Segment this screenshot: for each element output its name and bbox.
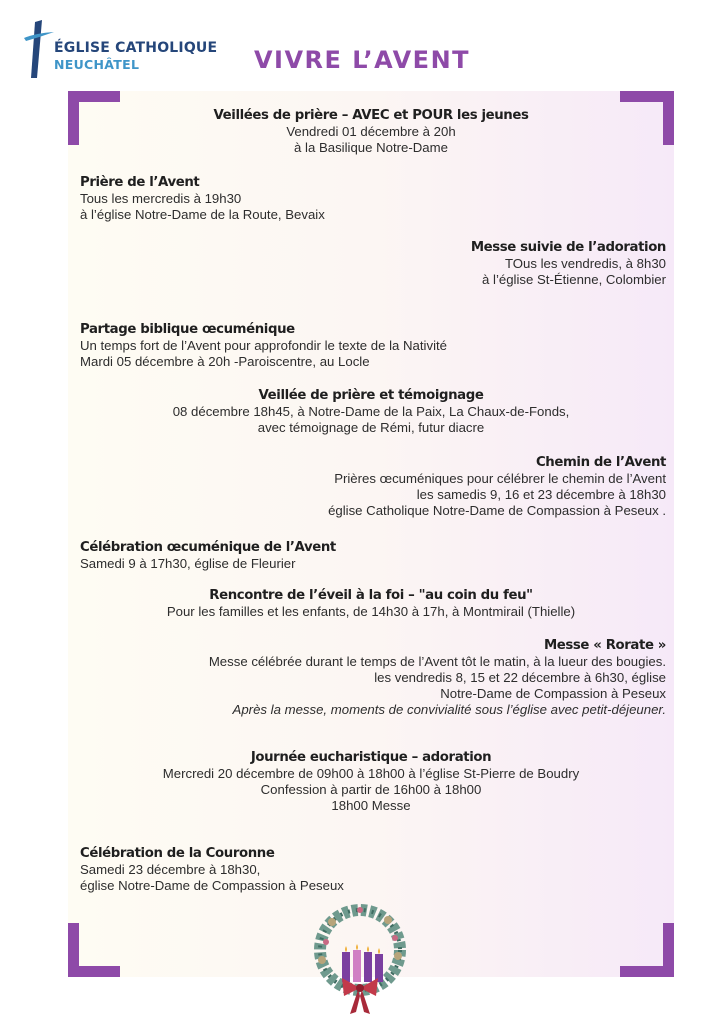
event-heading: Chemin de l’Avent	[535, 455, 666, 470]
event-heading: Prière de l’Avent	[80, 175, 200, 190]
event-chemin-avent	[328, 455, 666, 519]
logo-line-2: NEUCHÂTEL	[54, 57, 140, 72]
event-line: Prières œcuméniques pour célébrer le chemin de l’Avent	[334, 471, 666, 486]
event-line: Un temps fort de l’Avent pour approfondir le texte de la Nativité	[80, 338, 448, 353]
event-line: église Catholique Notre-Dame de Compassion à Peseux .	[328, 503, 666, 518]
logo-line-1: ÉGLISE CATHOLIQUE	[54, 40, 218, 56]
event-line: à l’église St-Étienne, Colombier	[482, 272, 666, 287]
event-heading: Messe « Rorate »	[543, 638, 666, 653]
event-heading: Partage biblique œcuménique	[80, 322, 295, 337]
event-line: Messe célébrée durant le temps de l’Avent tôt le matin, à la lueur des bougies.	[208, 654, 666, 669]
event-line: 18h00 Messe	[331, 798, 411, 813]
corner-bottom-right-v	[663, 923, 674, 977]
event-heading: Célébration œcuménique de l’Avent	[80, 540, 336, 555]
event-line: les samedis 9, 16 et 23 décembre à 18h30	[416, 487, 666, 502]
event-line: Notre-Dame de Compassion à Peseux	[440, 686, 666, 701]
event-line: à l’église Notre-Dame de la Route, Bevaix	[80, 207, 325, 222]
event-line: Samedi 9 à 17h30, église de Fleurier	[80, 556, 296, 571]
event-heading: Rencontre de l’éveil à la foi – "au coin du feu"	[209, 588, 533, 603]
event-messe-adoration	[471, 240, 666, 288]
event-journee-eucharistique	[68, 750, 674, 814]
page-title: VIVRE L’AVENT	[253, 46, 471, 74]
event-line: Vendredi 01 décembre à 20h	[286, 124, 456, 139]
event-line: TOus les vendredis, à 8h30	[504, 256, 666, 271]
event-celebration-oecumenique	[80, 540, 336, 572]
event-heading: Veillées de prière – AVEC et POUR les jeunes	[213, 108, 529, 123]
event-celebration-couronne	[80, 846, 344, 894]
event-line: à la Basilique Notre-Dame	[294, 140, 448, 155]
event-partage-biblique	[80, 322, 447, 370]
event-heading: Journée eucharistique – adoration	[250, 750, 492, 765]
event-line: Samedi 23 décembre à 18h30,	[80, 862, 261, 877]
event-line: Tous les mercredis à 19h30	[80, 191, 242, 206]
event-line: église Notre-Dame de Compassion à Peseux	[80, 878, 344, 893]
event-veillees-jeunes	[68, 108, 674, 156]
event-line: 08 décembre 18h45, à Notre-Dame de la Paix, La Chaux-de-Fonds,	[172, 404, 570, 419]
event-line: Confession à partir de 16h00 à 18h00	[260, 782, 482, 797]
event-messe-rorate	[209, 638, 666, 718]
event-heading: Célébration de la Couronne	[80, 846, 275, 861]
event-line: Mardi 05 décembre à 20h -Paroiscentre, au Locle	[80, 354, 370, 369]
event-line: avec témoignage de Rémi, futur diacre	[257, 420, 485, 435]
event-priere-avent	[80, 175, 325, 223]
event-heading: Veillée de prière et témoignage	[258, 388, 484, 403]
event-veillee-temoignage	[68, 388, 674, 436]
content-panel	[68, 91, 674, 977]
advent-wreath-icon	[302, 898, 418, 1018]
corner-bottom-left-v	[68, 923, 79, 977]
event-line: les vendredis 8, 15 et 22 décembre à 6h30, église	[374, 670, 666, 685]
event-line: Mercredi 20 décembre de 09h00 à 18h00 à l’église St-Pierre de Boudry	[162, 766, 580, 781]
event-line: Après la messe, moments de convivialité sous l’église avec petit-déjeuner.	[232, 702, 666, 717]
event-eveil-foi	[68, 588, 674, 620]
event-line: Pour les familles et les enfants, de 14h30 à 17h, à Montmirail (Thielle)	[166, 604, 576, 619]
event-heading: Messe suivie de l’adoration	[470, 240, 666, 255]
